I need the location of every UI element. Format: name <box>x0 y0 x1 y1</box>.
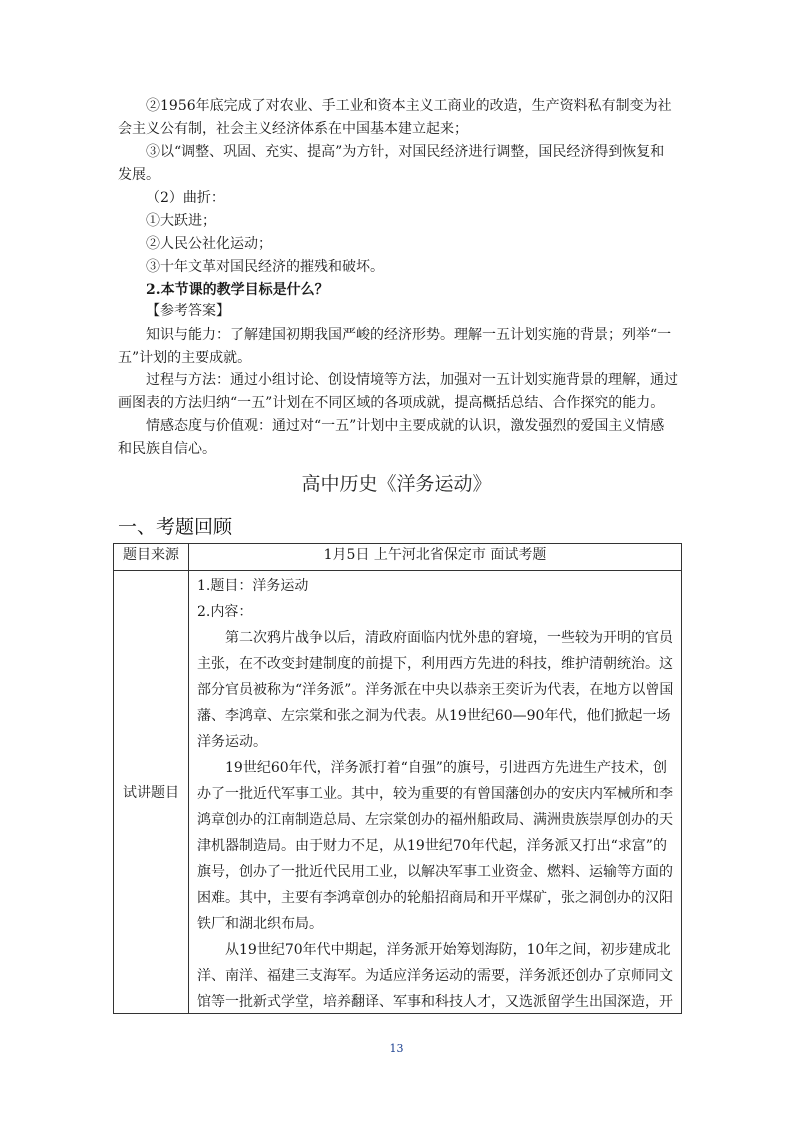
content-label: 2.内容： <box>197 604 253 620</box>
table-row <box>114 544 682 571</box>
section-heading: 一、考题回顾 <box>118 516 233 538</box>
answer-knowledge: 知识与能力：了解建国初期我国严峻的经济形势。理解一五计划实施的背景；列举“一五”计划的主要成就。 <box>118 327 672 366</box>
question-heading: 2.本节课的教学目标是什么？ <box>146 282 329 298</box>
answer-emotion: 情感态度与价值观：通过对“一五”计划中主要成就的认识，激发强烈的爱国主义情感和民族自信心。 <box>118 418 665 457</box>
paragraph-twists-heading: （2）曲折： <box>146 190 225 206</box>
answer-process: 过程与方法：通过小组讨论、创设情境等方法，加强对一五计划实施背景的理解，通过画图表的方法归纳“一五”计划在不同区域的各项成就，提高概括总结、合作探究的能力。 <box>118 372 678 411</box>
list-item: ②人民公社化运动； <box>146 236 272 252</box>
answer-label: 【参考答案】 <box>146 303 230 319</box>
content-paragraph: 19世纪60年代，洋务派打着“自强”的旗号，引进西方先进生产技术，创办了一批近代军事工业。其中，较为重要的有曾国藩创办的安庆内军械所和李鸿章创办的江南制造总局、左宗棠创办的福州船政局、满洲贵族崇厚创办的天津机器制造局。由于财力不足，从19世纪70年代起，洋务派又打出“求富”的旗号，创办了一批近代民用工业，以解决军事工业资金、燃料、运输等方面的困难。其中，主要有李鸿章创办的轮船招商局和开平煤矿，张之洞创办的汉阳铁厂和湖北织布局。 <box>197 760 673 932</box>
list-item: ①大跃进； <box>146 213 216 229</box>
content-paragraph: 第二次鸦片战争以后，清政府面临内忧外患的窘境，一些较为开明的官员主张，在不改变封建制度的前提下，利用西方先进的科技，维护清朝统治。这部分官员被称为“洋务派”。洋务派在中央以恭亲王奕䜣为代表，在地方以曾国藩、李鸿章、左宗棠和张之洞为代表。从19世纪60—90年代，他们掀起一场洋务运动。 <box>197 630 674 750</box>
paragraph-adjustment: ③以“调整、巩固、充实、提高”为方针，对国民经济进行调整，国民经济得到恢复和发展。 <box>118 144 665 183</box>
paragraph-reform: ②1956年底完成了对农业、手工业和资本主义工商业的改造，生产资料私有制变为社会主义公有制，社会主义经济体系在中国基本建立起来； <box>118 98 672 137</box>
page-title: 高中历史《洋务运动》 <box>301 473 492 495</box>
topic-title: 1.题目：洋务运动 <box>197 578 309 594</box>
content-paragraph: 从19世纪70年代中期起，洋务派开始筹划海防，10年之间，初步建成北洋、南洋、福建三支海军。为适应洋务运动的需要，洋务派还创办了京师同文馆等一批新式学堂，培养翻译、军事和科技人才，又选派留学生出国深造，开 <box>197 942 673 1010</box>
list-item: ③十年文革对国民经济的摧残和破坏。 <box>146 259 384 275</box>
row-label-topic: 试讲题目 <box>114 571 189 1014</box>
exam-table <box>113 543 682 1014</box>
table-row <box>114 571 682 1014</box>
page-number: 13 <box>389 1042 404 1055</box>
table-header-exam-info: 1月5日 上午河北省保定市 面试考题 <box>189 544 682 571</box>
topic-content-cell <box>189 571 682 1014</box>
table-header-source: 题目来源 <box>114 544 189 571</box>
